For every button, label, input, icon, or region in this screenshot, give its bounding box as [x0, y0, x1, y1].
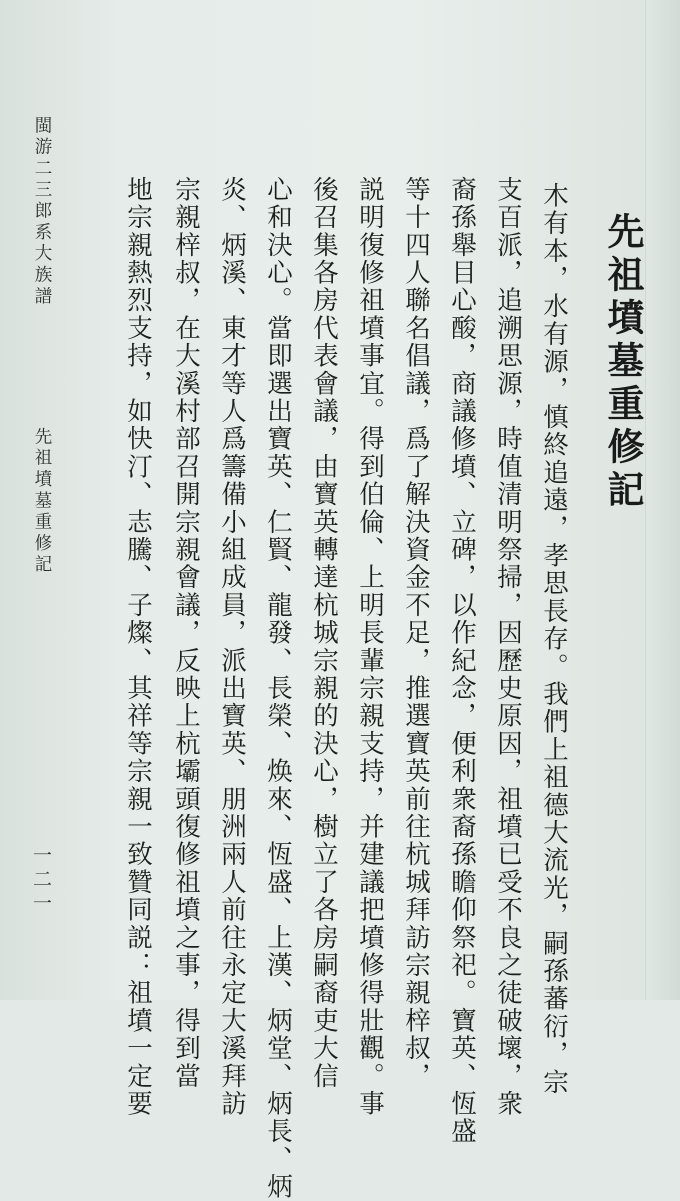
page-number: 一二一: [30, 845, 52, 917]
body-text-line: 等十四人聯名倡議，爲了解決資金不足，推選寶英前往杭城拜訪宗親梓叔，: [401, 176, 431, 1091]
running-header-book-title: 閩游二三郎系大族譜: [32, 116, 52, 308]
body-text-line: 炎、炳溪、東才等人爲籌備小組成員，派出寶英、朋洲兩人前往永定大溪拜訪: [217, 176, 247, 1118]
article-title: 先祖墳墓重修記: [601, 212, 645, 513]
body-text-line: 説明復修祖墳事宜。得到伯倫、上明長輩宗親支持，并建議把墳修得壯觀。事: [355, 176, 385, 1118]
body-text-line: 支百派，追溯思源，時值清明祭掃，因歷史原因，祖墳已受不良之徒破壞，衆: [493, 176, 523, 1118]
body-text-line: 宗親梓叔，在大溪村部召開宗親會議，反映上杭壩頭復修祖墳之事，得到當: [171, 176, 201, 1091]
body-text-line: 裔孫舉目心酸，商議修墳、立碑，以作紀念，便利衆裔孫瞻仰祭祀。寶英、恆盛: [447, 176, 477, 1146]
running-header-chapter-title: 先祖墳墓重修記: [32, 427, 52, 577]
body-text-line: 木有本，水有源，慎終追遠，孝思長存。我們上祖德大流光，嗣孫蕃衍，宗: [539, 182, 569, 1097]
body-text-line: 後召集各房代表會議，由寶英轉達杭城宗親的決心，樹立了各房嗣裔吏大信: [309, 176, 339, 1091]
page-edge-shadow: [645, 0, 680, 1000]
body-text-line: 地宗親熱烈支持，如快汀、志騰、子燦、其祥等宗親一致贊同説：祖墳一定要: [123, 176, 153, 1118]
body-text-line: 心和決心。當即選出寶英、仁賢、龍發、長榮、焕來、恆盛、上漢、炳堂、炳長、炳: [263, 176, 293, 1201]
